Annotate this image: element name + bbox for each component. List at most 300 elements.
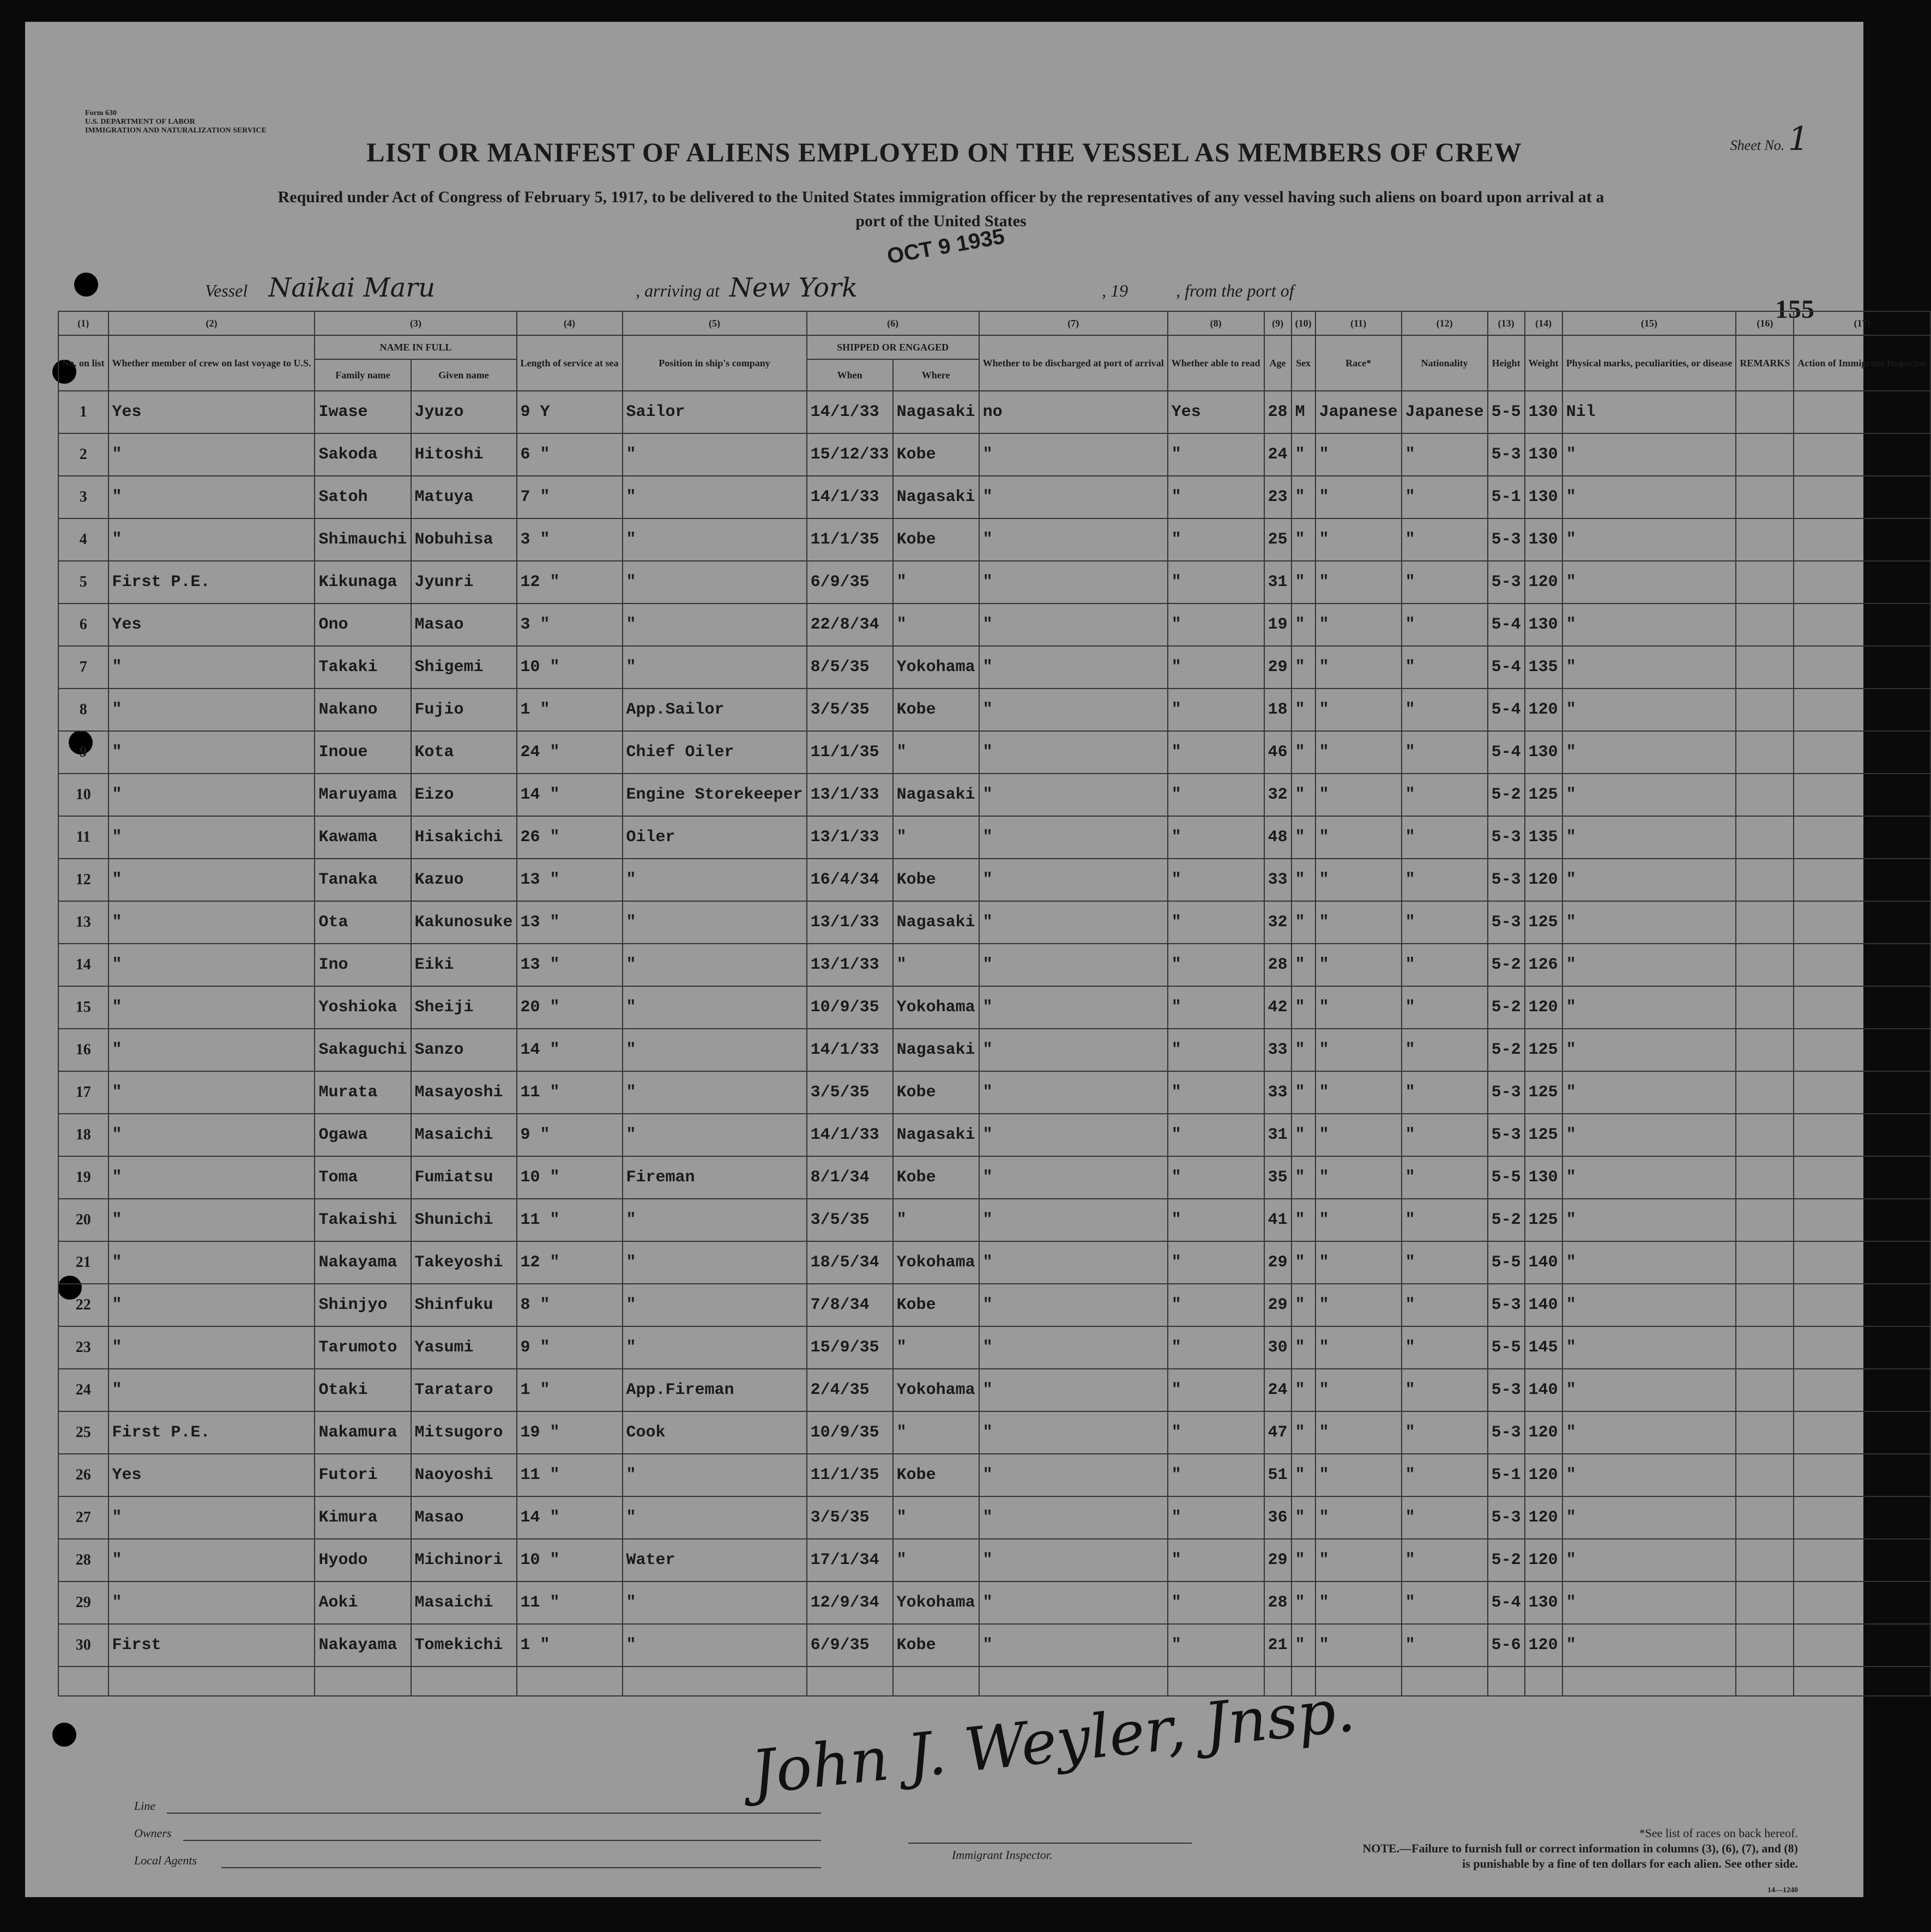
cell-sex: " <box>1292 1284 1316 1326</box>
cell-position: Water <box>623 1539 807 1581</box>
cell-where: Yokohama <box>893 986 979 1029</box>
cell-age: 51 <box>1264 1454 1292 1496</box>
cell-member: " <box>108 476 315 518</box>
cell-discharged: " <box>979 986 1168 1029</box>
cell-family: Futori <box>315 1454 411 1496</box>
cell-weight: 140 <box>1525 1241 1562 1284</box>
cell-position: " <box>623 944 807 986</box>
cell-race: " <box>1316 1624 1402 1667</box>
cell-no: 3 <box>58 476 108 518</box>
cell-discharged: " <box>979 1539 1168 1581</box>
cell-member: " <box>108 1241 315 1284</box>
cell-discharged: " <box>979 944 1168 986</box>
cell-given: Sanzo <box>411 1029 517 1071</box>
cell-weight: 125 <box>1525 1071 1562 1114</box>
cell-sex: " <box>1292 1199 1316 1241</box>
cell-age: 47 <box>1264 1411 1292 1454</box>
cell-remarks <box>1736 476 1794 518</box>
cell-family: Tarumoto <box>315 1326 411 1369</box>
cell-when: 13/1/33 <box>807 901 893 944</box>
table-row <box>58 603 1930 646</box>
cell-member: " <box>108 731 315 774</box>
cell-discharged: " <box>979 1071 1168 1114</box>
cell-family: Nakayama <box>315 1241 411 1284</box>
cell-when: 14/1/33 <box>807 391 893 433</box>
cell-race: " <box>1316 1284 1402 1326</box>
cell-race: " <box>1316 1241 1402 1284</box>
table-row <box>58 433 1930 476</box>
cell-sex: " <box>1292 1496 1316 1539</box>
cell-given: Takeyoshi <box>411 1241 517 1284</box>
cell-family: Murata <box>315 1071 411 1114</box>
cell-height: 5-1 <box>1488 1454 1525 1496</box>
cell-sex: " <box>1292 476 1316 518</box>
cell-nationality: " <box>1402 731 1488 774</box>
table-row <box>58 391 1930 433</box>
cell-member: " <box>108 816 315 859</box>
cell-no: 13 <box>58 901 108 944</box>
cell-where: " <box>893 731 979 774</box>
cell-no: 4 <box>58 518 108 561</box>
cell-remarks <box>1736 1454 1794 1496</box>
cell-weight: 140 <box>1525 1369 1562 1411</box>
cell-race: " <box>1316 859 1402 901</box>
cell-weight: 120 <box>1525 859 1562 901</box>
cell-marks: " <box>1562 518 1736 561</box>
cell-where: " <box>893 944 979 986</box>
table-row <box>58 561 1930 603</box>
cell-position: Fireman <box>623 1156 807 1199</box>
cell-given: Masaichi <box>411 1581 517 1624</box>
cell-action <box>1794 1241 1930 1284</box>
blank-cell <box>1402 1667 1488 1696</box>
cell-race: " <box>1316 646 1402 689</box>
cell-race: " <box>1316 1071 1402 1114</box>
cell-service: 20 " <box>517 986 623 1029</box>
cell-race: " <box>1316 1411 1402 1454</box>
cell-action <box>1794 1454 1930 1496</box>
cell-where: " <box>893 1199 979 1241</box>
cell-service: 11 " <box>517 1199 623 1241</box>
cell-service: 1 " <box>517 1624 623 1667</box>
cell-given: Naoyoshi <box>411 1454 517 1496</box>
cell-height: 5-3 <box>1488 1071 1525 1114</box>
cell-sex: " <box>1292 816 1316 859</box>
cell-discharged: " <box>979 1581 1168 1624</box>
cell-when: 13/1/33 <box>807 944 893 986</box>
cell-remarks <box>1736 731 1794 774</box>
cell-service: 14 " <box>517 1496 623 1539</box>
cell-race: " <box>1316 476 1402 518</box>
cell-weight: 125 <box>1525 901 1562 944</box>
cell-marks: " <box>1562 1326 1736 1369</box>
cell-action <box>1794 1581 1930 1624</box>
cell-where: Kobe <box>893 859 979 901</box>
cell-nationality: " <box>1402 1539 1488 1581</box>
cell-sex: " <box>1292 774 1316 816</box>
cell-remarks <box>1736 1539 1794 1581</box>
cell-family: Ono <box>315 603 411 646</box>
cell-no: 1 <box>58 391 108 433</box>
cell-age: 30 <box>1264 1326 1292 1369</box>
cell-remarks <box>1736 1369 1794 1411</box>
cell-weight: 130 <box>1525 1156 1562 1199</box>
cell-no: 12 <box>58 859 108 901</box>
cell-when: 16/4/34 <box>807 859 893 901</box>
cell-action <box>1794 901 1930 944</box>
cell-read: " <box>1168 1071 1264 1114</box>
cell-discharged: " <box>979 1624 1168 1667</box>
cell-where: Kobe <box>893 689 979 731</box>
cell-read: " <box>1168 986 1264 1029</box>
cell-remarks <box>1736 816 1794 859</box>
cell-height: 5-5 <box>1488 1326 1525 1369</box>
cell-remarks <box>1736 859 1794 901</box>
cell-position: " <box>623 1071 807 1114</box>
cell-member: " <box>108 1581 315 1624</box>
cell-position: Sailor <box>623 391 807 433</box>
cell-remarks <box>1736 646 1794 689</box>
cell-sex: " <box>1292 433 1316 476</box>
cell-family: Inoue <box>315 731 411 774</box>
cell-where: " <box>893 603 979 646</box>
cell-service: 1 " <box>517 1369 623 1411</box>
cell-where: " <box>893 1411 979 1454</box>
cell-nationality: " <box>1402 1496 1488 1539</box>
cell-discharged: " <box>979 1156 1168 1199</box>
cell-weight: 120 <box>1525 1411 1562 1454</box>
cell-marks: " <box>1562 561 1736 603</box>
cell-family: Kawama <box>315 816 411 859</box>
cell-read: " <box>1168 1369 1264 1411</box>
cell-no: 14 <box>58 944 108 986</box>
cell-nationality: " <box>1402 986 1488 1029</box>
cell-remarks <box>1736 774 1794 816</box>
cell-member: " <box>108 944 315 986</box>
cell-race: " <box>1316 1369 1402 1411</box>
table-row <box>58 1241 1930 1284</box>
cell-when: 3/5/35 <box>807 689 893 731</box>
cell-race: " <box>1316 1496 1402 1539</box>
cell-no: 11 <box>58 816 108 859</box>
blank-cell <box>411 1667 517 1696</box>
cell-nationality: " <box>1402 1284 1488 1326</box>
cell-discharged: " <box>979 859 1168 901</box>
table-row <box>58 986 1930 1029</box>
cell-nationality: " <box>1402 433 1488 476</box>
cell-marks: " <box>1562 1241 1736 1284</box>
blank-cell <box>979 1667 1168 1696</box>
cell-nationality: " <box>1402 1326 1488 1369</box>
cell-position: Oiler <box>623 816 807 859</box>
cell-family: Hyodo <box>315 1539 411 1581</box>
cell-given: Nobuhisa <box>411 518 517 561</box>
cell-given: Fujio <box>411 689 517 731</box>
cell-marks: " <box>1562 1624 1736 1667</box>
table-row <box>58 731 1930 774</box>
cell-action <box>1794 944 1930 986</box>
cell-discharged: no <box>979 391 1168 433</box>
cell-given: Mitsugoro <box>411 1411 517 1454</box>
cell-member: First <box>108 1624 315 1667</box>
cell-where: Yokohama <box>893 1369 979 1411</box>
cell-sex: " <box>1292 1326 1316 1369</box>
cell-discharged: " <box>979 433 1168 476</box>
blank-cell <box>58 1667 108 1696</box>
cell-height: 5-2 <box>1488 986 1525 1029</box>
table-row <box>58 1454 1930 1496</box>
cell-discharged: " <box>979 518 1168 561</box>
cell-remarks <box>1736 561 1794 603</box>
cell-nationality: " <box>1402 646 1488 689</box>
cell-where: Nagasaki <box>893 391 979 433</box>
cell-race: " <box>1316 518 1402 561</box>
cell-weight: 130 <box>1525 731 1562 774</box>
cell-member: " <box>108 1199 315 1241</box>
cell-where: Kobe <box>893 1071 979 1114</box>
cell-service: 10 " <box>517 1539 623 1581</box>
cell-read: " <box>1168 816 1264 859</box>
cell-discharged: " <box>979 731 1168 774</box>
cell-given: Tarataro <box>411 1369 517 1411</box>
cell-age: 33 <box>1264 1029 1292 1071</box>
cell-position: " <box>623 901 807 944</box>
table-row <box>58 518 1930 561</box>
cell-no: 26 <box>58 1454 108 1496</box>
cell-age: 29 <box>1264 646 1292 689</box>
cell-weight: 145 <box>1525 1326 1562 1369</box>
cell-when: 15/12/33 <box>807 433 893 476</box>
cell-family: Ogawa <box>315 1114 411 1156</box>
cell-age: 42 <box>1264 986 1292 1029</box>
cell-given: Jyuzo <box>411 391 517 433</box>
cell-discharged: " <box>979 816 1168 859</box>
cell-sex: " <box>1292 1454 1316 1496</box>
cell-sex: " <box>1292 1369 1316 1411</box>
cell-member: Yes <box>108 391 315 433</box>
cell-remarks <box>1736 603 1794 646</box>
cell-position: App.Sailor <box>623 689 807 731</box>
cell-action <box>1794 1284 1930 1326</box>
cell-age: 41 <box>1264 1199 1292 1241</box>
cell-no: 20 <box>58 1199 108 1241</box>
cell-given: Masayoshi <box>411 1071 517 1114</box>
cell-service: 9 " <box>517 1326 623 1369</box>
cell-where: Kobe <box>893 518 979 561</box>
vessel-line: Vessel Naikai Maru , arriving at New York , 19 , from the port of <box>205 273 1294 303</box>
cell-when: 11/1/35 <box>807 518 893 561</box>
table-row <box>58 1071 1930 1114</box>
cell-weight: 135 <box>1525 646 1562 689</box>
cell-weight: 125 <box>1525 774 1562 816</box>
cell-nationality: " <box>1402 603 1488 646</box>
cell-sex: " <box>1292 561 1316 603</box>
cell-read: " <box>1168 1114 1264 1156</box>
cell-weight: 140 <box>1525 1284 1562 1326</box>
cell-race: " <box>1316 689 1402 731</box>
table-row <box>58 476 1930 518</box>
cell-weight: 125 <box>1525 1114 1562 1156</box>
cell-service: 14 " <box>517 774 623 816</box>
cell-remarks <box>1736 1284 1794 1326</box>
cell-height: 5-3 <box>1488 1496 1525 1539</box>
cell-height: 5-5 <box>1488 1241 1525 1284</box>
page-number: 155 <box>1775 295 1814 324</box>
cell-weight: 120 <box>1525 1539 1562 1581</box>
cell-discharged: " <box>979 1496 1168 1539</box>
cell-nationality: " <box>1402 1199 1488 1241</box>
cell-height: 5-3 <box>1488 518 1525 561</box>
cell-member: " <box>108 986 315 1029</box>
cell-action <box>1794 816 1930 859</box>
cell-member: " <box>108 1496 315 1539</box>
cell-marks: " <box>1562 774 1736 816</box>
cell-read: " <box>1168 1029 1264 1071</box>
cell-when: 3/5/35 <box>807 1496 893 1539</box>
cell-remarks <box>1736 1496 1794 1539</box>
cell-read: " <box>1168 1199 1264 1241</box>
cell-when: 6/9/35 <box>807 1624 893 1667</box>
cell-height: 5-6 <box>1488 1624 1525 1667</box>
cell-marks: " <box>1562 1156 1736 1199</box>
table-row <box>58 774 1930 816</box>
cell-service: 12 " <box>517 1241 623 1284</box>
cell-race: " <box>1316 1114 1402 1156</box>
cell-remarks <box>1736 1071 1794 1114</box>
cell-sex: M <box>1292 391 1316 433</box>
table-row <box>58 1369 1930 1411</box>
cell-age: 29 <box>1264 1241 1292 1284</box>
cell-action <box>1794 518 1930 561</box>
cell-age: 48 <box>1264 816 1292 859</box>
cell-service: 7 " <box>517 476 623 518</box>
cell-marks: " <box>1562 1284 1736 1326</box>
cell-marks: " <box>1562 901 1736 944</box>
table-row <box>58 1284 1930 1326</box>
cell-marks: " <box>1562 944 1736 986</box>
cell-read: " <box>1168 561 1264 603</box>
cell-member: " <box>108 1284 315 1326</box>
cell-discharged: " <box>979 1199 1168 1241</box>
cell-given: Sheiji <box>411 986 517 1029</box>
cell-sex: " <box>1292 901 1316 944</box>
cell-weight: 120 <box>1525 561 1562 603</box>
cell-race: " <box>1316 1454 1402 1496</box>
cell-height: 5-3 <box>1488 561 1525 603</box>
cell-service: 13 " <box>517 859 623 901</box>
cell-weight: 135 <box>1525 816 1562 859</box>
blank-cell <box>1736 1667 1794 1696</box>
cell-family: Otaki <box>315 1369 411 1411</box>
cell-remarks <box>1736 433 1794 476</box>
cell-sex: " <box>1292 1411 1316 1454</box>
cell-sex: " <box>1292 1241 1316 1284</box>
cell-race: " <box>1316 561 1402 603</box>
cell-member: " <box>108 1326 315 1369</box>
cell-weight: 126 <box>1525 944 1562 986</box>
cell-where: " <box>893 561 979 603</box>
cell-nationality: " <box>1402 859 1488 901</box>
cell-read: " <box>1168 518 1264 561</box>
cell-race: " <box>1316 816 1402 859</box>
cell-action <box>1794 1071 1930 1114</box>
punch-hole <box>52 1723 76 1747</box>
cell-action <box>1794 1326 1930 1369</box>
cell-service: 11 " <box>517 1454 623 1496</box>
cell-where: Nagasaki <box>893 774 979 816</box>
cell-discharged: " <box>979 1411 1168 1454</box>
cell-no: 27 <box>58 1496 108 1539</box>
cell-read: " <box>1168 774 1264 816</box>
cell-position: " <box>623 646 807 689</box>
cell-nationality: " <box>1402 1114 1488 1156</box>
cell-race: " <box>1316 1156 1402 1199</box>
cell-family: Shimauchi <box>315 518 411 561</box>
cell-service: 3 " <box>517 518 623 561</box>
date-stamp: OCT 9 1935 <box>885 224 1006 269</box>
cell-service: 3 " <box>517 603 623 646</box>
cell-height: 5-3 <box>1488 433 1525 476</box>
table-row <box>58 1539 1930 1581</box>
cell-nationality: " <box>1402 1369 1488 1411</box>
cell-height: 5-4 <box>1488 603 1525 646</box>
cell-marks: " <box>1562 731 1736 774</box>
cell-age: 28 <box>1264 1581 1292 1624</box>
cell-remarks <box>1736 391 1794 433</box>
cell-member: " <box>108 774 315 816</box>
cell-discharged: " <box>979 561 1168 603</box>
cell-family: Nakayama <box>315 1624 411 1667</box>
cell-marks: " <box>1562 816 1736 859</box>
column-subheader-row: Family name Given name When Where <box>58 359 1930 391</box>
cell-read: " <box>1168 731 1264 774</box>
cell-nationality: " <box>1402 1624 1488 1667</box>
cell-marks: " <box>1562 1369 1736 1411</box>
blank-cell <box>1525 1667 1562 1696</box>
cell-action <box>1794 1624 1930 1667</box>
inspector-label: Immigrant Inspector. <box>952 1848 1053 1862</box>
cell-marks: " <box>1562 1029 1736 1071</box>
cell-no: 17 <box>58 1071 108 1114</box>
cell-given: Kazuo <box>411 859 517 901</box>
cell-age: 46 <box>1264 731 1292 774</box>
cell-sex: " <box>1292 986 1316 1029</box>
cell-family: Satoh <box>315 476 411 518</box>
cell-given: Hitoshi <box>411 433 517 476</box>
cell-sex: " <box>1292 1581 1316 1624</box>
cell-read: Yes <box>1168 391 1264 433</box>
cell-when: 2/4/35 <box>807 1369 893 1411</box>
cell-no: 7 <box>58 646 108 689</box>
cell-action <box>1794 1199 1930 1241</box>
cell-read: " <box>1168 901 1264 944</box>
cell-sex: " <box>1292 731 1316 774</box>
cell-given: Eizo <box>411 774 517 816</box>
cell-when: 14/1/33 <box>807 1114 893 1156</box>
cell-service: 24 " <box>517 731 623 774</box>
cell-where: Kobe <box>893 433 979 476</box>
cell-service: 1 " <box>517 689 623 731</box>
cell-when: 10/9/35 <box>807 1411 893 1454</box>
cell-service: 8 " <box>517 1284 623 1326</box>
cell-age: 25 <box>1264 518 1292 561</box>
table-row <box>58 1624 1930 1667</box>
cell-race: " <box>1316 1581 1402 1624</box>
cell-race: " <box>1316 603 1402 646</box>
cell-action <box>1794 986 1930 1029</box>
cell-no: 10 <box>58 774 108 816</box>
cell-marks: " <box>1562 646 1736 689</box>
